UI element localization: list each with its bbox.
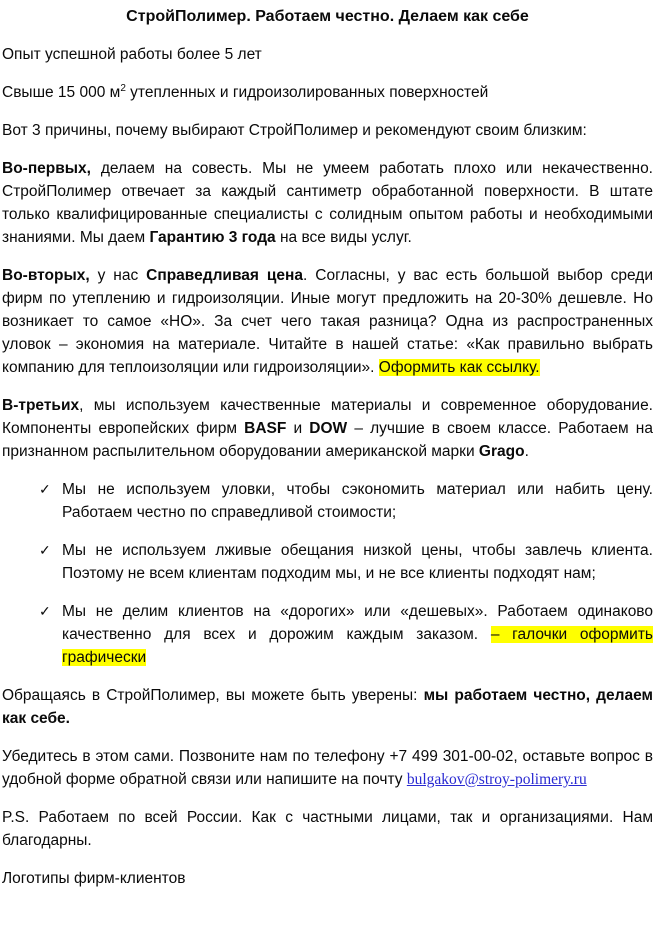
reason-3-lead: В-третьих: [2, 397, 80, 414]
checkmark-icon: ✓: [39, 542, 51, 558]
checklist-item-1: [2, 478, 653, 524]
checklist-item-1-text: Мы не используем уловки, чтобы сэкономить материал или набить цену. Работаем честно по справедливой стоимости;: [62, 481, 653, 521]
reason-1-body: делаем на совесть. Мы не умеем работать плохо или некачественно. СтройПолимер отвечает за каждый сантиметр обработанной поверхности. В штате только квалифицированные специалисты с солидным опытом работы и необходимыми знаниями. Мы даем: [2, 160, 653, 246]
reason-1-body-end: на все виды услуг.: [275, 229, 412, 246]
checkmarks-note-highlight: – галочки оформить графически: [62, 626, 653, 666]
area-line: [2, 81, 653, 104]
assurance-bold-text: мы работаем честно, делаем как себе.: [2, 687, 653, 727]
reason-1-lead: Во-первых,: [2, 160, 91, 177]
reason-2-body-end: . Согласны, у вас есть большой выбор среди фирм по утеплению и гидроизоляции. Иные могут предложить на 20-30% дешевле. Но возникает то самое «НО». За счет чего такая разница? Одна из распространенных уловок – экономия на материале. Читайте в нашей статье: «Как правильно выбрать компанию для теплоизоляции или гидроизоляции».: [2, 267, 654, 376]
area-line-pre: Свыше 15 000 м: [2, 84, 121, 101]
contact-body: Убедитесь в этом сами. Позвоните нам по телефону +7 499 301-00-02, оставьте вопрос в удобной форме обратной связи или напишите на почту: [2, 748, 653, 788]
reason-3-body-end: .: [524, 443, 529, 460]
reason-2-paragraph: [2, 264, 653, 379]
reason-1-paragraph: [2, 157, 653, 249]
ps-paragraph: P.S. Работаем по всей России. Как с частными лицами, так и организациями. Нам благодарны.: [2, 809, 653, 849]
guarantee-bold-text: Гарантию 3 года: [149, 229, 276, 246]
reason-3-body-2: и: [286, 420, 310, 437]
reason-3-body-3: – лучшие в своем классе. Работаем на признанном распылительном оборудовании американской марки: [2, 420, 653, 460]
checkmark-icon: ✓: [39, 603, 51, 619]
reasons-intro: Вот 3 причины, почему выбирают СтройПолимер и рекомендуют своим близким:: [2, 122, 587, 139]
checklist-item-3-text: Мы не делим клиентов на «дорогих» или «дешевых». Работаем одинаково качественно для всех и дорожим каждым заказом.: [62, 603, 653, 643]
email-link[interactable]: bulgakov@stroy-polimery.ru: [406, 771, 587, 788]
area-line-post: утепленных и гидроизолированных поверхностей: [125, 84, 489, 101]
experience-line: Опыт успешной работы более 5 лет: [2, 46, 262, 63]
checklist-item-2: [2, 539, 653, 585]
contact-paragraph: [2, 745, 653, 791]
reason-3-body: , мы используем качественные материалы и современное оборудование. Компоненты европейских фирм: [2, 397, 653, 437]
assurance-body: Обращаясь в СтройПолимер, вы можете быть уверены:: [2, 687, 424, 704]
checkmark-icon: ✓: [39, 481, 51, 497]
reason-2-lead: Во-вторых,: [2, 267, 90, 284]
page-title: СтройПолимер. Работаем честно. Делаем как себе: [126, 8, 529, 25]
footer-note: Логотипы фирм-клиентов: [2, 870, 186, 887]
brand-basf: BASF: [244, 420, 287, 437]
fair-price-bold-text: Справедливая цена: [146, 267, 304, 284]
link-note-highlight: Оформить как ссылку.: [378, 359, 540, 376]
reason-3-paragraph: [2, 394, 653, 463]
reason-2-body: у нас: [89, 267, 147, 284]
checklist-item-3: [2, 600, 653, 669]
checklist-item-2-text: Мы не используем лживые обещания низкой цены, чтобы завлечь клиента. Поэтому не всем клиентам подходим мы, и не все клиенты подходят нам;: [62, 542, 653, 582]
brand-grago: Grago: [478, 443, 525, 460]
brand-dow: DOW: [309, 420, 348, 437]
superscript-2: 2: [120, 82, 126, 94]
assurance-paragraph: [2, 684, 653, 730]
